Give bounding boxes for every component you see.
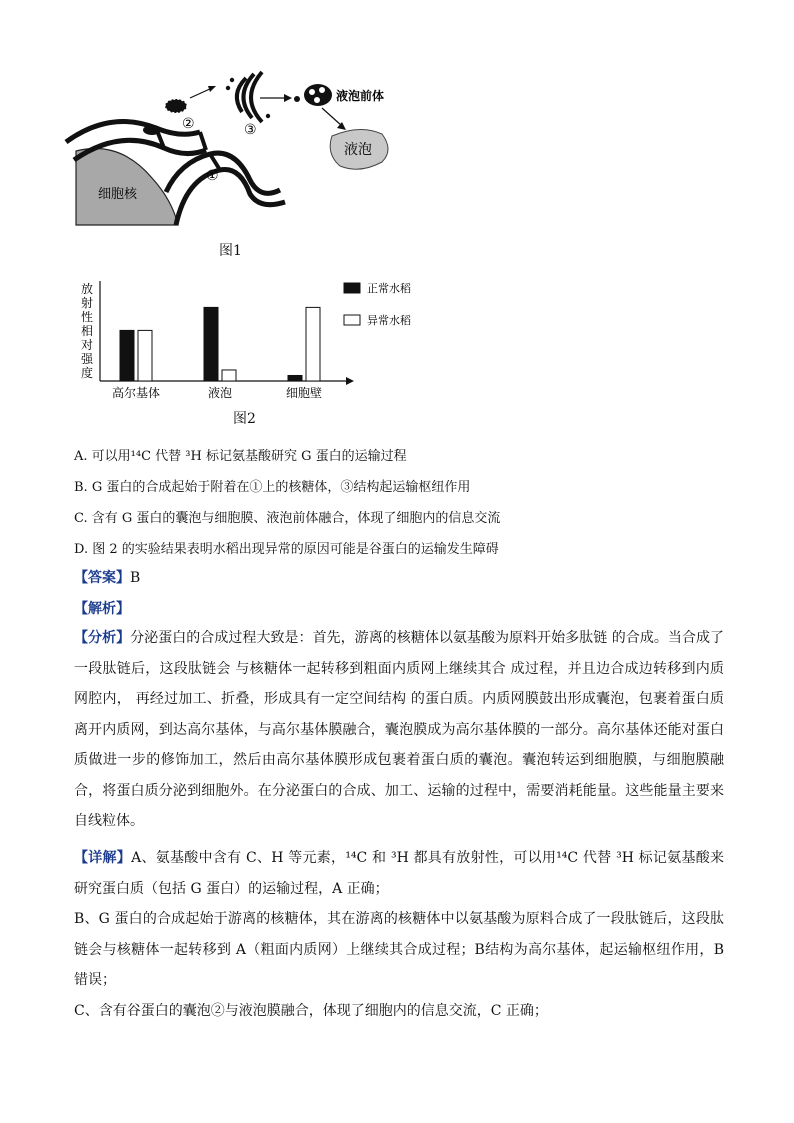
option-b: B. G 蛋白的合成起始于附着在①上的核糖体，③结构起运输枢纽作用 (74, 480, 471, 495)
answer-label: 【答案】 (74, 570, 130, 586)
option-d: D. 图 2 的实验结果表明水稻出现异常的原因可能是谷蛋白的运输发生障碍 (74, 542, 499, 557)
x-tick-label: 细胞壁 (285, 386, 323, 400)
bar-normal-0 (120, 330, 134, 381)
figure-1-caption: 图1 (219, 243, 242, 259)
y-label-char: 相 (80, 324, 94, 338)
vesicle-2 (165, 99, 187, 113)
y-label-char: 度 (80, 366, 94, 380)
x-tick-label: 高尔基体 (111, 386, 161, 400)
bar-normal-2 (288, 375, 302, 381)
bar-normal-1 (204, 307, 218, 381)
bar-abnormal-1 (222, 370, 236, 381)
y-label-char: 强 (80, 352, 94, 366)
golgi-apparatus (226, 72, 270, 122)
y-label-char: 对 (80, 338, 94, 352)
detail-a (74, 843, 724, 904)
answer-line (74, 567, 140, 587)
option-a: A. 可以用¹⁴C 代替 ³H 标记氨基酸研究 G 蛋白的运输过程 (74, 449, 407, 464)
figure-2-caption: 图2 (233, 411, 256, 427)
marker-2: ② (182, 116, 195, 132)
er-membrane-3 (166, 153, 280, 193)
label-vacuole-precursor: 液泡前体 (336, 89, 385, 103)
legend-label: 异常水稻 (367, 314, 411, 327)
label-vacuole: 液泡 (344, 142, 372, 158)
er-membrane-4 (176, 170, 285, 226)
y-label-char: 射 (80, 296, 94, 310)
fenxi-text: 分泌蛋白的合成过程大致是：首先，游离的核糖体以氨基酸为原料开始多肽链 的合成。当合成了一段肽链后，这段肽链会 与核糖体一起转移到粗面内质网上继续其合 成过程，并且边合成边转移到内质网腔内， 再经过加工、折叠，形成具有一定空间结构 的蛋白质。内质网膜鼓出形成囊泡，包裹着蛋白质离开内质网，到达高尔基体，与高尔基体膜融合，囊泡膜成为高尔基体膜的一部分。高尔基体还能对蛋白质做进一步的修饰加工，然后由高尔基体膜形成包裹着蛋白质的囊泡。囊泡转运到细胞膜，与细胞膜融合，将蛋白质分泌到细胞外。在分泌蛋白的合成、加工、运输的过程中，需要消耗能量。这些能量主要来自线粒体。 (74, 630, 725, 829)
bar-abnormal-2 (306, 307, 320, 381)
fenxi-label: 【分析】 (74, 630, 131, 646)
detail-b: B、G 蛋白的合成起始于游离的核糖体，其在游离的核糖体中以氨基酸为原料合成了一段肽链后，这段肽链会与核糖体一起转移到 A（粗面内质网）上继续其合成过程；B结构为高尔基体，起运输枢纽作用，B 错误； (74, 911, 724, 988)
legend-swatch (344, 315, 360, 325)
x-tick-label: 液泡 (207, 386, 233, 400)
marker-3: ③ (244, 122, 257, 138)
bar-abnormal-0 (138, 330, 152, 381)
xiangjie-label: 【详解】 (74, 850, 132, 866)
y-label-char: 放 (80, 282, 94, 296)
detail-c: C、含有谷蛋白的囊泡②与液泡膜融合，体现了细胞内的信息交流，C 正确； (74, 1003, 548, 1019)
detail-a-text: A、氨基酸中含有 C、H 等元素，¹⁴C 和 ³H 都具有放射性，可以用¹⁴C 代替 ³H 标记氨基酸来研究蛋白质（包括 G 蛋白）的运输过程，A 正确； (74, 850, 724, 897)
y-axis-label (81, 282, 94, 380)
answer-value: B (130, 570, 141, 586)
figure-2-chart (70, 275, 430, 405)
analysis-paragraph (74, 623, 724, 837)
legend-label: 正常水稻 (367, 282, 411, 295)
y-label-char: 性 (80, 310, 94, 324)
label-nucleus: 细胞核 (98, 187, 138, 202)
small-vesicle (294, 96, 300, 102)
analysis-label: 【解析】 (74, 601, 130, 617)
marker-1: ① (206, 168, 219, 184)
figure-1-diagram (60, 70, 420, 265)
option-c: C. 含有 G 蛋白的囊泡与细胞膜、液泡前体融合，体现了细胞内的信息交流 (74, 511, 501, 526)
vesicle-bud (143, 125, 161, 135)
legend-swatch (344, 283, 360, 293)
